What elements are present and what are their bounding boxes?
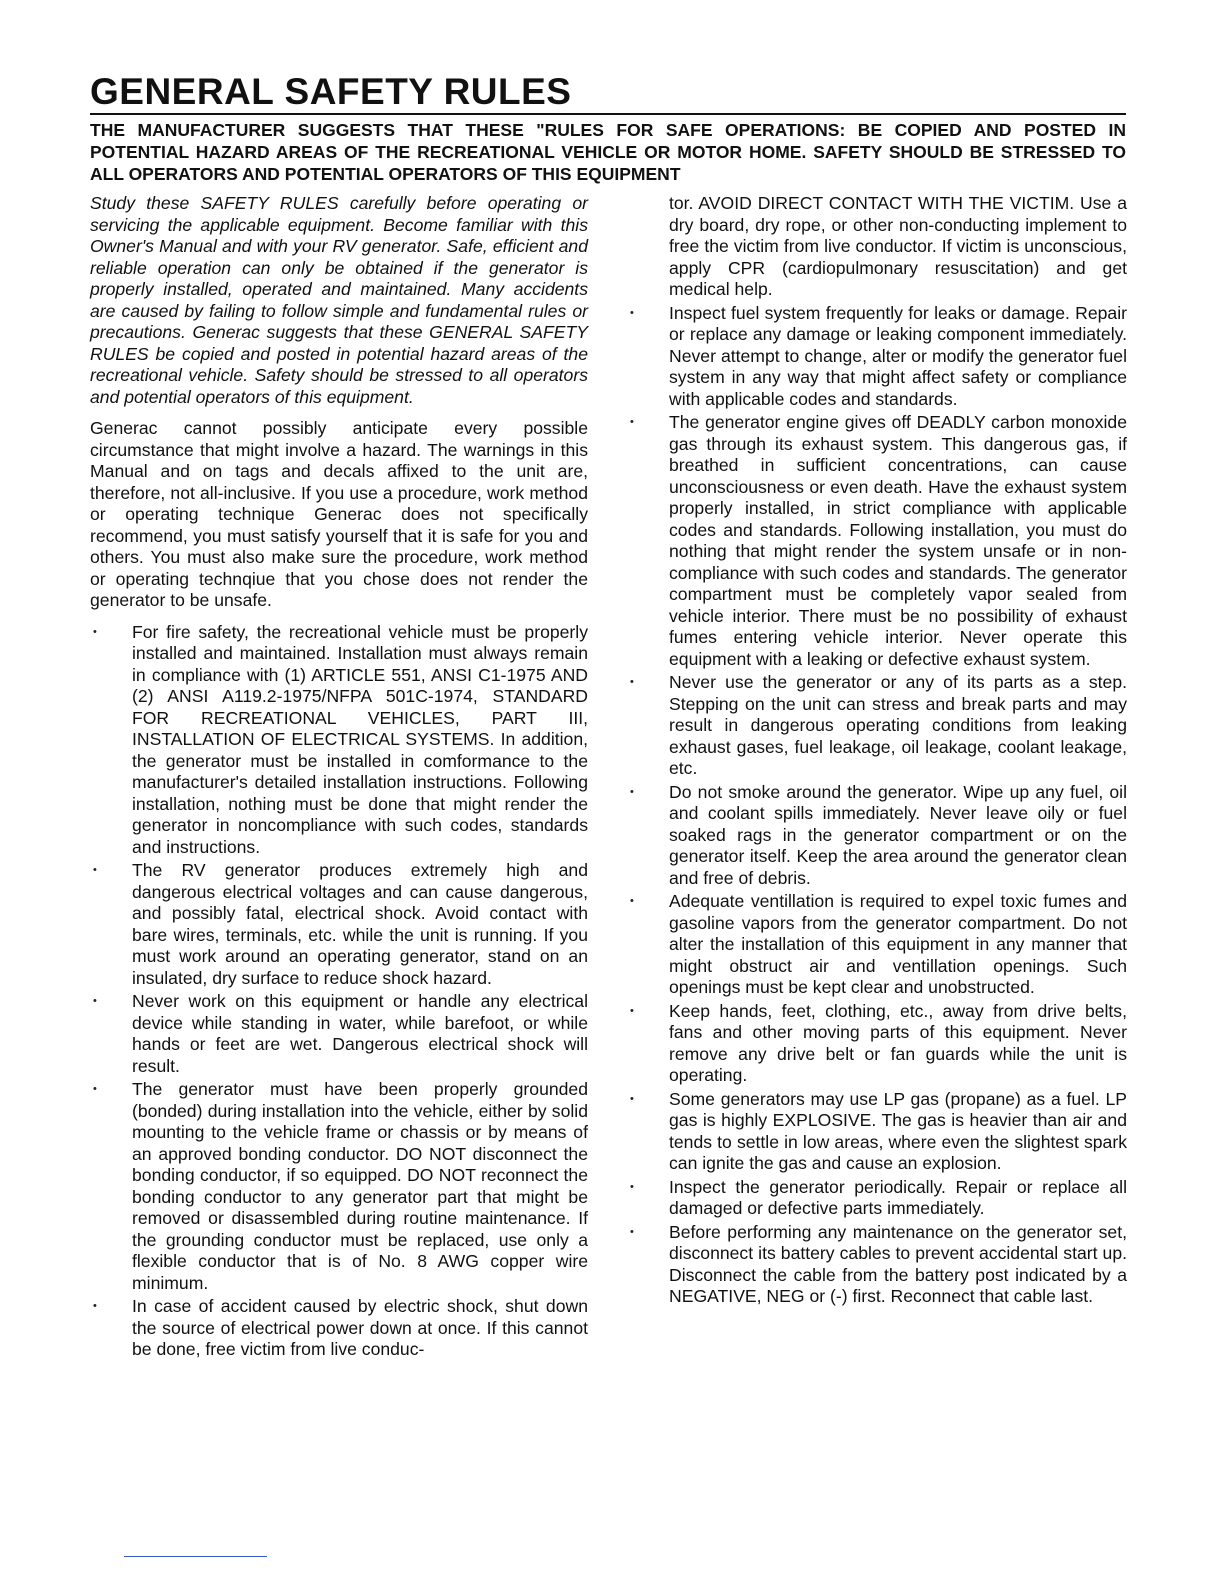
list-item-text: Do not smoke around the generator. Wipe up any fuel, oil and coolant spills immediately. Never leave oily or fuel soaked rags in the generator compartment or on the generator itself. Keep the area around the generator clean and free of debris. <box>669 781 1127 888</box>
bullet-icon: • <box>630 676 634 688</box>
bullet-icon: • <box>630 416 634 428</box>
list-item-text: The RV generator produces extremely high and dangerous electrical voltages and can cause dangerous, and possibly fatal, electrical shock. Avoid contact with bare wires, terminals, etc. while the unit is running. If you must work around an operating generator, stand on an insulated, dry surface to reduce shock hazard. <box>132 860 588 988</box>
bullet-icon: • <box>93 1083 97 1095</box>
continuation-text: tor. AVOID DIRECT CONTACT WITH THE VICTIM. Use a dry board, dry rope, or other non-conducting implement to free the victim from live conductor. If victim is unconscious, apply CPR (cardiopulmonary resuscitation) and get medical help. <box>669 193 1127 299</box>
list-item <box>90 622 588 859</box>
bullet-icon: • <box>630 785 634 798</box>
list-item-text: The generator engine gives off DEADLY carbon monoxide gas through its exhaust system. This dangerous gas, if breathed in sufficient concentrations, can cause unconsciousness or even death. Have the exhaust system properly installed, in strict compliance with applicable codes and standards. Following installation, you must do nothing that might render the system unsafe or in non-compliance with such codes and standards. The generator compartment must be completely vapor sealed from vehicle interior. There must be no possibility of exhaust fumes entering vehicle interior. Never operate this equipment with a leaking or defective exhaust system. <box>669 412 1127 669</box>
list-item-text: The generator must have been properly grounded (bonded) during installation into the vehicle, either by solid mounting to the vehicle frame or chassis or by means of an approved bonding conductor. DO NOT disconnect the bonding conductor, if so equipped. DO NOT reconnect the bonding conductor to any generator part that might be removed or disassembled during routine maintenance. If the grounding conductor must be replaced, use only a flexible conductor that is of No. 8 AWG copper wire minimum. <box>132 1079 588 1293</box>
right-bullet-list <box>627 303 1127 1308</box>
bullet-icon: • <box>630 895 634 907</box>
list-item-text: Never use the generator or any of its parts as a step. Stepping on the unit can stress and break parts and may result in dangerous operating conditions from leaking exhaust gases, fuel leakage, oil leakage, coolant leakage, etc. <box>669 672 1127 778</box>
list-item-text: Never work on this equipment or handle any electrical device while standing in water, while barefoot, or while hands or feet are wet. Dangerous electrical shock will result. <box>132 991 588 1076</box>
bullet-icon: • <box>93 995 97 1007</box>
list-item <box>90 860 588 989</box>
list-item <box>90 1296 588 1361</box>
list-item <box>627 1001 1127 1087</box>
list-item <box>90 991 588 1077</box>
footer-line <box>124 1556 267 1557</box>
right-column <box>627 193 1127 1310</box>
list-item <box>627 1089 1127 1175</box>
list-item-text: Adequate ventillation is required to expel toxic fumes and gasoline vapors from the generator compartment. Do not alter the installation of this equipment in any manner that might obstruct air and ventillation openings. Such openings must be kept clear and unobstructed. <box>669 891 1127 997</box>
bullet-icon: • <box>630 1180 634 1193</box>
list-item <box>627 1222 1127 1308</box>
list-item <box>627 412 1127 670</box>
list-item <box>627 303 1127 411</box>
bullet-icon: • <box>93 864 97 876</box>
list-item-text: For fire safety, the recreational vehicle must be properly installed and maintained. Installation must always remain in compliance with (1) ARTICLE 551, ANSI C1-1975 AND (2) ANSI A119.2-1975/NFPA 501C-1974, STANDARD FOR RECREATIONAL VEHICLES, PART III, INSTALLATION OF ELECTRICAL SYSTEMS. In addition, the generator must be installed in comformance to the manufacturer's detailed installation instructions. Following installation, nothing must be done that might render the generator in noncompliance with such codes, standards and instructions. <box>132 621 588 857</box>
bullet-icon: • <box>630 1004 634 1017</box>
disclaimer-paragraph: Generac cannot possibly anticipate every possible circumstance that might involve a hazard. The warnings in this Manual and on tags and decals affixed to the unit are, therefore, not all-inclusive. If you use a procedure, work method or operating technique Generac does not specifically recommend, you must satisfy yourself that it is safe for you and others. You must also make sure the procedure, work method or operating technqiue that you chose does not render the generator to be unsafe. <box>90 418 588 610</box>
bullet-icon: • <box>630 1225 634 1238</box>
title-rule <box>90 113 1126 115</box>
list-item-text: Before performing any maintenance on the generator set, disconnect its battery cables to prevent accidental start up. Disconnect the cable from the battery post indicated by a NEGATIVE, NEG or (-) first. Reconnect that cable last. <box>669 1221 1127 1306</box>
list-item-text: Inspect fuel system frequently for leaks or damage. Repair or replace any damage or leaking component immediately. Never attempt to change, alter or modify the generator fuel system in any way that might affect safety or compliance with applicable codes and standards. <box>669 302 1127 409</box>
list-item-text: Some generators may use LP gas (propane) as a fuel. LP gas is highly EXPLOSIVE. The gas is heavier than air and tends to settle in low areas, where even the slightest spark can ignite the gas and cause an explosion. <box>669 1088 1127 1173</box>
list-item-text: Keep hands, feet, clothing, etc., away from drive belts, fans and other moving parts of this equipment. Never remove any drive belt or fan guards while the unit is operating. <box>669 1000 1127 1085</box>
bullet-icon: • <box>93 1300 97 1312</box>
left-bullet-list <box>90 622 588 1361</box>
list-item <box>627 1177 1127 1220</box>
list-item <box>627 672 1127 780</box>
list-item <box>90 1079 588 1294</box>
intro-italic-paragraph: Study these SAFETY RULES carefully before operating or servicing the applicable equipment. Become familiar with this Owner's Manual and with your RV generator. Safe, efficient and reliable operation can only be obtained if the generator is properly installed, operated and maintained. Many accidents are caused by failing to follow simple and fundamental rules or precautions. Generac suggests that these GENERAL SAFETY RULES be copied and posted in potential hazard areas of the recreational vehicle. Safety should be stressed to all operators and potential operators of this equipment. <box>90 193 588 407</box>
list-item-text: Inspect the generator periodically. Repair or replace all damaged or defective parts immediately. <box>669 1176 1127 1218</box>
bullet-icon: • <box>93 625 97 638</box>
left-column <box>90 193 588 1363</box>
manufacturer-notice: THE MANUFACTURER SUGGESTS THAT THESE "RULES FOR SAFE OPERATIONS: BE COPIED AND POSTED IN POTENTIAL HAZARD AREAS OF THE RECREATIONAL VEHICLE OR MOTOR HOME. SAFETY SHOULD BE STRESSED TO ALL OPERATORS AND POTENTIAL OPERATORS OF THIS EQUIPMENT <box>90 120 1126 184</box>
list-item <box>627 891 1127 999</box>
page-title: GENERAL SAFETY RULES <box>90 71 572 112</box>
bullet-icon: • <box>630 306 634 319</box>
bullet-icon: • <box>630 1092 634 1105</box>
list-item <box>627 782 1127 890</box>
list-item-text: In case of accident caused by electric shock, shut down the source of electrical power down at once. If this cannot be done, free victim from live conduc- <box>132 1296 588 1359</box>
